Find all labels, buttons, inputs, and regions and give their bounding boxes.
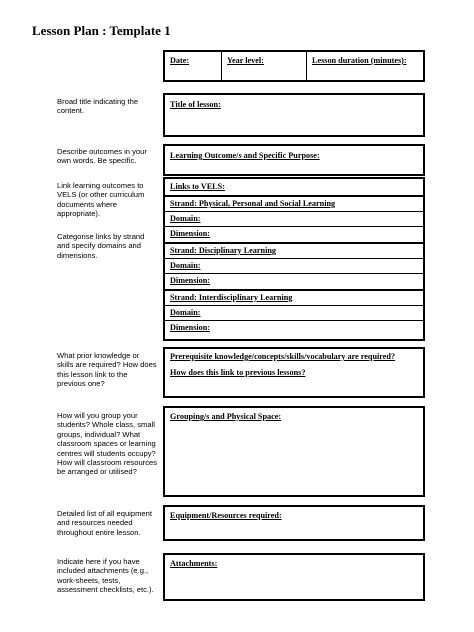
- domain-row[interactable]: [165, 306, 423, 321]
- note-strand: Categorise links by strand and specify domains and dimensions.: [57, 232, 145, 260]
- strand-row[interactable]: [165, 244, 423, 259]
- domain-label: Domain:: [170, 308, 201, 317]
- domain-row[interactable]: [165, 259, 423, 274]
- strand-disciplinary-label: Strand: Disciplinary Learning: [170, 246, 276, 255]
- duration-label: Lesson duration (minutes):: [312, 56, 407, 65]
- prerequisite-box[interactable]: [163, 347, 425, 398]
- equipment-label: Equipment/Resources required:: [170, 511, 282, 520]
- note-prior: What prior knowledge or skills are required? How does this lesson link to the previous one?: [57, 351, 157, 389]
- page-title: Lesson Plan : Template 1: [32, 23, 171, 38]
- strand-group-physical: [165, 197, 423, 244]
- equipment-box[interactable]: [163, 505, 425, 541]
- attachments-label: Attachments:: [170, 559, 218, 568]
- title-of-lesson-label: Title of lesson:: [170, 100, 221, 109]
- grouping-label: Grouping/s and Physical Space:: [170, 412, 282, 421]
- note-equipment: Detailed list of all equipment and resources needed throughout entire lesson.: [57, 509, 152, 537]
- links-to-vels-row[interactable]: [165, 179, 423, 197]
- title-of-lesson-box[interactable]: [163, 93, 425, 137]
- note-attachments: Indicate here if you have included attachments (e.g., work-sheets, tests, assessment checklists, etc.).: [57, 557, 154, 595]
- vels-box: [163, 177, 425, 341]
- strand-group-disciplinary: [165, 244, 423, 291]
- prerequisite-label: Prerequisite knowledge/concepts/skills/vocabulary are required?: [170, 352, 396, 361]
- strand-row[interactable]: [165, 197, 423, 212]
- duration-cell[interactable]: [307, 52, 423, 80]
- domain-label: Domain:: [170, 261, 201, 270]
- domain-row[interactable]: [165, 212, 423, 227]
- link-previous-label: How does this link to previous lessons?: [170, 368, 306, 377]
- date-cell[interactable]: [165, 52, 222, 80]
- year-level-cell[interactable]: [222, 52, 307, 80]
- dimension-row[interactable]: [165, 321, 423, 336]
- date-label: Date:: [170, 56, 190, 65]
- note-title: Broad title indicating the content.: [57, 97, 139, 116]
- dimension-label: Dimension:: [170, 323, 211, 332]
- links-to-vels-label: Links to VELS:: [170, 182, 225, 191]
- note-outcomes: Describe outcomes in your own words. Be specific.: [57, 147, 147, 166]
- note-grouping: How will you group your students? Whole class, small groups, individual? What classroom spaces or learning centres will students occupy? How will classroom resources be arranged or utilised?: [57, 411, 158, 477]
- learning-outcomes-box[interactable]: [163, 144, 425, 176]
- dimension-row[interactable]: [165, 274, 423, 289]
- dimension-label: Dimension:: [170, 276, 211, 285]
- strand-physical-label: Strand: Physical, Personal and Social Learning: [170, 199, 336, 208]
- dimension-row[interactable]: [165, 227, 423, 242]
- strand-row[interactable]: [165, 291, 423, 306]
- learning-outcomes-label: Learning Outcome/s and Specific Purpose:: [170, 151, 320, 160]
- attachments-box[interactable]: [163, 553, 425, 601]
- dimension-label: Dimension:: [170, 229, 211, 238]
- info-row: [163, 50, 425, 82]
- strand-group-interdisciplinary: [165, 291, 423, 336]
- domain-label: Domain:: [170, 214, 201, 223]
- strand-interdisciplinary-label: Strand: Interdisciplinary Learning: [170, 293, 293, 302]
- year-level-label: Year level:: [227, 56, 264, 65]
- grouping-box[interactable]: [163, 406, 425, 497]
- note-vels: Link learning outcomes to VELS (or other curriculum documents where appropriate).: [57, 181, 145, 219]
